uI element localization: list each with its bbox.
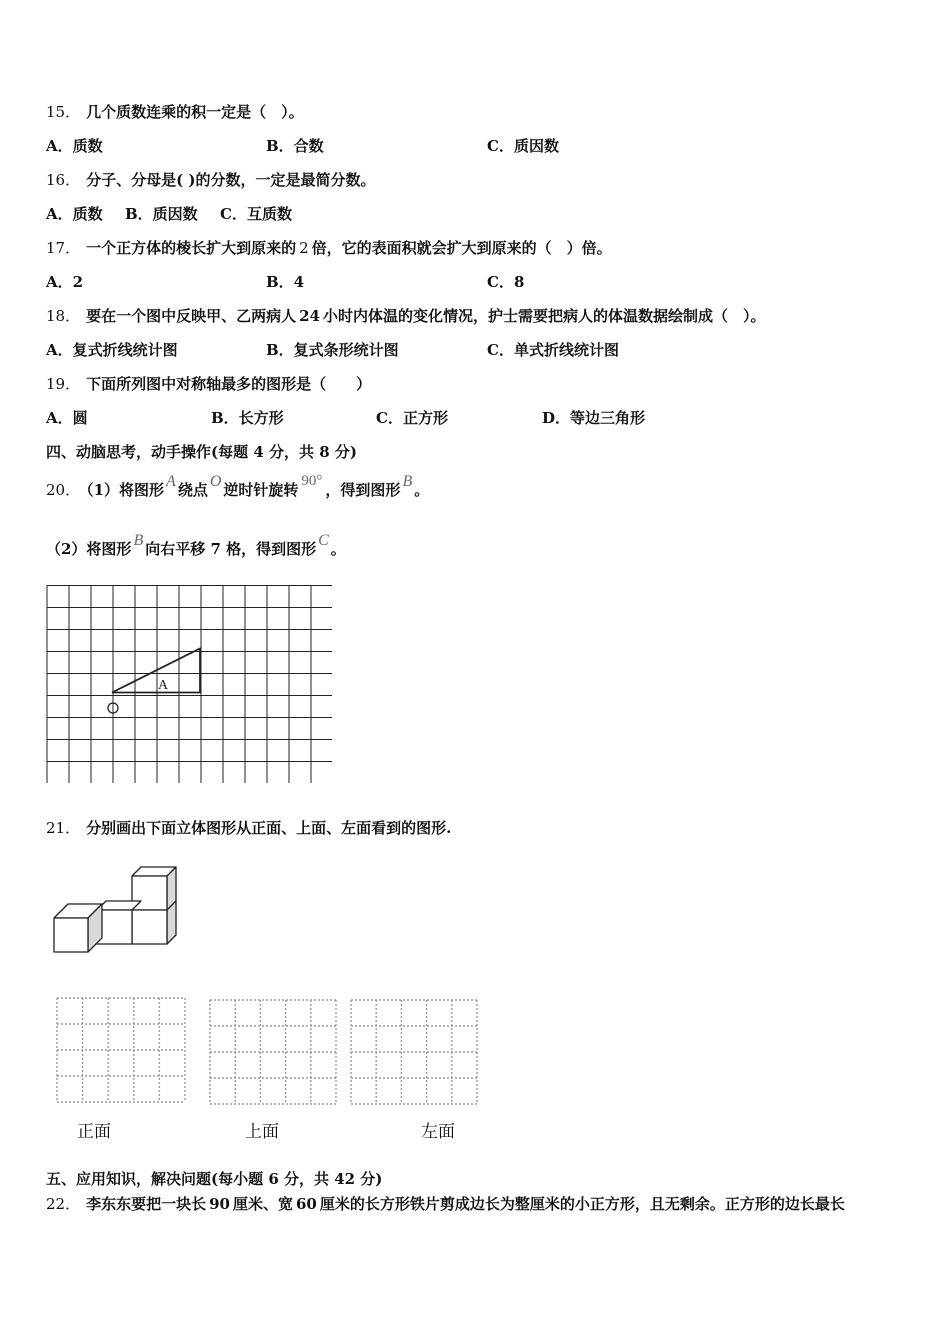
section-title-text: 四、动脑思考，动手操作(每题 4 分，共 8 分) <box>46 443 357 461</box>
section-4-title <box>46 442 357 462</box>
symbol-b: B <box>402 473 413 490</box>
option-d[interactable]: D．等边三角形 <box>542 409 646 427</box>
question-text-a: 一个正方体的棱长扩大到原来的 <box>86 239 297 257</box>
question-text: 分子、分母是( )的分数，一定是最简分数。 <box>86 171 376 189</box>
triangle-a-label: A <box>158 678 169 693</box>
question-15 <box>46 102 304 122</box>
question-number: 15． <box>46 103 81 121</box>
option-b[interactable]: B．长方形 <box>211 409 284 427</box>
question-number: 16． <box>46 171 81 189</box>
option-c[interactable]: C．正方形 <box>376 409 448 427</box>
question-text-a: 要在一个图中反映甲、乙两病人 <box>86 307 297 325</box>
question-20-part-2 <box>46 532 346 560</box>
question-text: 分别画出下面立体图形从正面、上面、左面看到的图形. <box>86 819 452 837</box>
question-16 <box>46 170 376 190</box>
part-2-text-a: （2）将图形 <box>46 540 132 558</box>
question-17 <box>46 238 612 258</box>
symbol-b: B <box>133 532 144 549</box>
question-number: 19． <box>46 375 81 393</box>
question-22 <box>46 1194 845 1214</box>
option-a[interactable]: A．圆 <box>46 409 88 427</box>
length-value: 90 <box>209 1195 230 1213</box>
question-number: 22． <box>46 1195 81 1213</box>
option-b[interactable]: B．复式条形统计图 <box>266 341 399 359</box>
question-18 <box>46 306 766 326</box>
question-21 <box>46 818 451 838</box>
symbol-c: C <box>318 532 329 549</box>
part-2-text-c: 。 <box>330 540 346 558</box>
question-number: 20． <box>46 481 81 499</box>
question-text: 下面所列图中对称轴最多的图形是（ ） <box>86 375 372 393</box>
question-text-b: 倍，它的表面积就会扩大到原来的（ ）倍。 <box>311 239 612 257</box>
option-b[interactable]: B．4 <box>266 273 305 291</box>
question-text-b: 小时内体温的变化情况，护士需要把病人的体温数据绘制成（ ）。 <box>322 307 766 325</box>
symbol-a: A <box>166 473 176 490</box>
option-b[interactable]: B．质因数 <box>125 205 198 223</box>
question-number: 21． <box>46 819 81 837</box>
question-text-b: 厘米、宽 <box>232 1195 293 1213</box>
option-a[interactable]: A．质数 <box>46 205 103 223</box>
option-c[interactable]: C．互质数 <box>220 205 292 223</box>
question-number-value: 2 <box>299 239 309 257</box>
option-c[interactable]: C．8 <box>487 273 525 291</box>
front-view-answer-grid[interactable] <box>56 997 186 1103</box>
grid-lines <box>47 586 332 784</box>
question-20-part-1 <box>46 473 430 501</box>
angle-90: 90° <box>301 473 323 489</box>
question-number-value: 24 <box>299 307 320 325</box>
question-19 <box>46 374 371 394</box>
caption-front-view: 正面 <box>77 1122 111 1142</box>
section-5-title <box>46 1169 382 1189</box>
option-a[interactable]: A．复式折线统计图 <box>46 341 178 359</box>
part-1-text-e: 。 <box>414 481 430 499</box>
rotation-grid-figure <box>46 585 332 783</box>
question-number: 17． <box>46 239 81 257</box>
part-2-text-b: 向右平移 7 格，得到图形 <box>145 540 317 558</box>
option-c[interactable]: C．质因数 <box>487 137 559 155</box>
symbol-o: O <box>209 473 222 490</box>
part-1-text-a: （1）将图形 <box>86 481 165 499</box>
option-a[interactable]: A．质数 <box>46 137 103 155</box>
option-a[interactable]: A．2 <box>46 273 84 291</box>
option-b[interactable]: B．合数 <box>266 137 324 155</box>
option-c[interactable]: C．单式折线统计图 <box>487 341 619 359</box>
triangle-a <box>112 649 200 693</box>
question-text: 几个质数连乘的积一定是（ ）。 <box>86 103 304 121</box>
caption-top-view: 上面 <box>245 1122 279 1142</box>
part-1-text-d: ，得到图形 <box>325 481 401 499</box>
part-1-text-b: 绕点 <box>177 481 208 499</box>
question-text-a: 李东东要把一块长 <box>86 1195 207 1213</box>
question-text-c: 厘米的长方形铁片剪成边长为整厘米的小正方形，且无剩余。正方形的边长最长 <box>319 1195 845 1213</box>
width-value: 60 <box>296 1195 317 1213</box>
section-title-text: 五、应用知识，解决问题(每小题 6 分，共 42 分) <box>46 1170 383 1188</box>
top-view-answer-grid[interactable] <box>209 999 337 1105</box>
part-1-text-c: 逆时针旋转 <box>223 481 299 499</box>
caption-left-view: 左面 <box>421 1122 455 1142</box>
question-number: 18． <box>46 307 81 325</box>
cube-solid-figure <box>50 862 180 957</box>
left-view-answer-grid[interactable] <box>350 999 478 1105</box>
